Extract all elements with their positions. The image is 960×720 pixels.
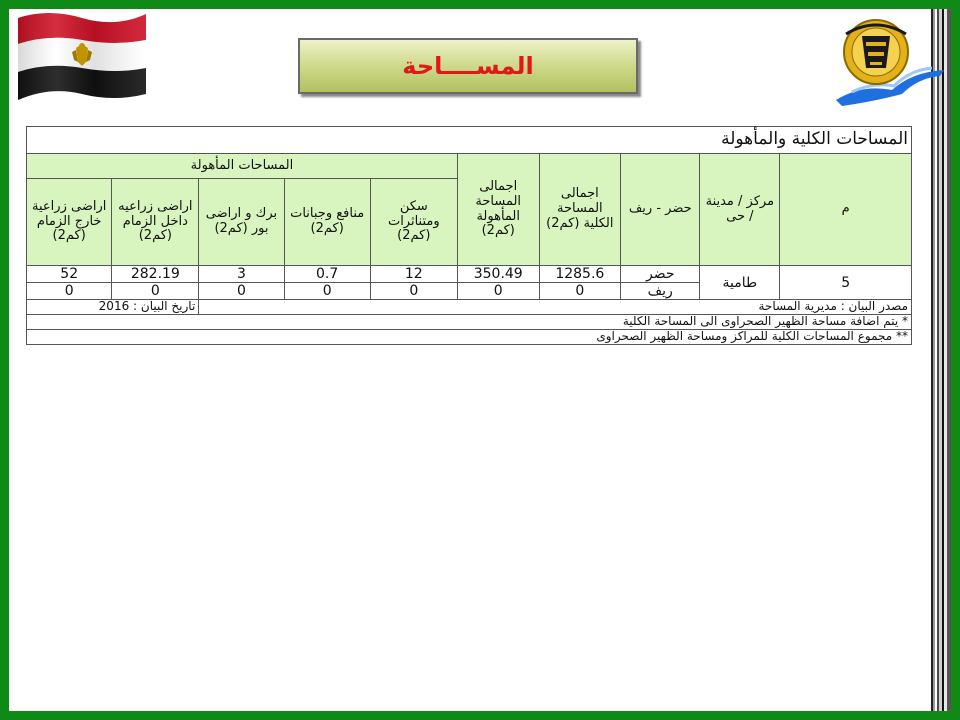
- group-header-inhabited: المساحات المأهولة: [27, 154, 458, 179]
- col-header-ponds: برك و اراضى بور (كم2): [199, 179, 284, 266]
- col-header-total-inhabited: اجمالى المساحة المأهولة (كم2): [457, 154, 539, 266]
- table-caption: المساحات الكلية والمأهولة: [27, 127, 912, 154]
- cell-agri-inside: 282.19: [112, 266, 199, 283]
- cell-m: 5: [780, 266, 912, 300]
- cell-type: ريف: [621, 283, 700, 300]
- note-row: [27, 314, 912, 329]
- cell-total-inhabited: 350.49: [457, 266, 539, 283]
- footnote-2: ** مجموع المساحات الكلية للمراكز ومساحة الظهير الصحراوى: [27, 329, 912, 344]
- cell-center: طامية: [700, 266, 780, 300]
- col-header-agri-outside: اراضى زراعية خارج الزمام (كم2): [27, 179, 112, 266]
- cell-utilities: 0.7: [284, 266, 370, 283]
- col-header-m: م: [780, 154, 912, 266]
- cell-utilities: 0: [284, 283, 370, 300]
- col-header-center: مركز / مدينة / حى: [700, 154, 780, 266]
- col-header-utilities: منافع وجبانات (كم2): [284, 179, 370, 266]
- cell-agri-inside: 0: [112, 283, 199, 300]
- source-row: [27, 300, 912, 315]
- area-table: [26, 126, 912, 345]
- col-header-urban-rural: حضر - ريف: [621, 154, 700, 266]
- cell-agri-outside: 0: [27, 283, 112, 300]
- col-header-total-area: اجمالى المساحة الكلية (كم2): [539, 154, 621, 266]
- source-note: مصدر البيان : مديرية المساحة: [199, 300, 912, 315]
- page-title: المســــاحة: [402, 52, 534, 80]
- date-note: تاريخ البيان : 2016: [27, 300, 199, 315]
- cell-total-inhabited: 0: [457, 283, 539, 300]
- cell-total-area: 1285.6: [539, 266, 621, 283]
- decorative-side-bar: [931, 9, 951, 711]
- cell-type: حضر: [621, 266, 700, 283]
- col-header-agri-inside: اراضى زراعيه داخل الزمام (كم2): [112, 179, 199, 266]
- governorate-emblem-icon: [832, 12, 948, 108]
- note-row: [27, 329, 912, 344]
- cell-ponds: 3: [199, 266, 284, 283]
- col-header-housing: سكن ومتناثرات (كم2): [370, 179, 457, 266]
- cell-housing: 0: [370, 283, 457, 300]
- cell-agri-outside: 52: [27, 266, 112, 283]
- table-row: [27, 266, 912, 283]
- egypt-flag-icon: [14, 10, 150, 102]
- footnote-1: * يتم اضافة مساحة الظهير الصحراوى الى المساحة الكلية: [27, 314, 912, 329]
- cell-ponds: 0: [199, 283, 284, 300]
- cell-total-area: 0: [539, 283, 621, 300]
- page-title-box: [298, 38, 638, 94]
- cell-housing: 12: [370, 266, 457, 283]
